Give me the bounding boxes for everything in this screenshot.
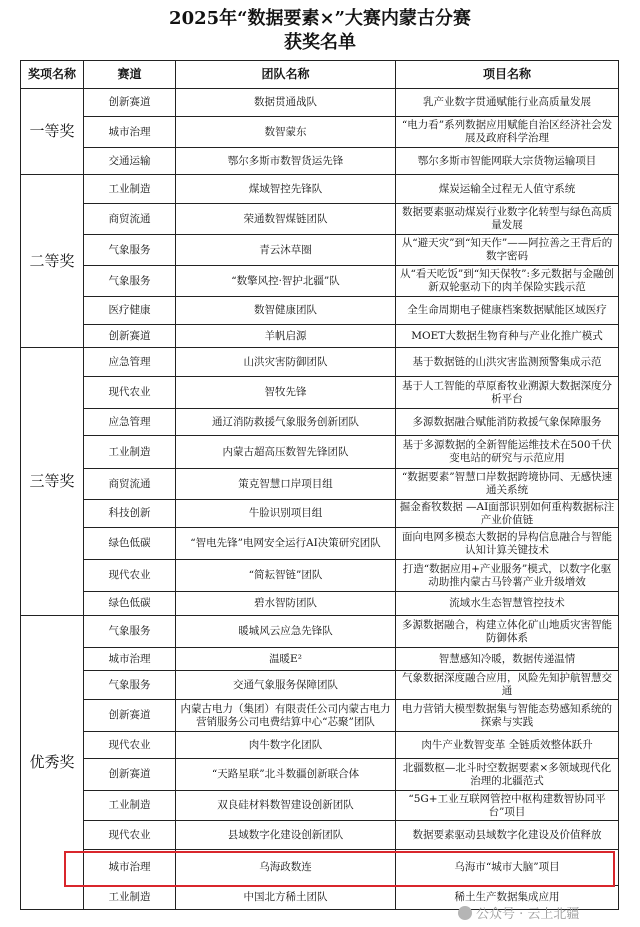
track-cell: 创新赛道 <box>84 325 176 348</box>
header-project: 项目名称 <box>396 61 619 89</box>
table-row <box>21 117 619 148</box>
table-row <box>21 648 619 671</box>
table-row <box>21 235 619 266</box>
table-row <box>21 560 619 592</box>
project-cell: 多源数据融合赋能消防救援气象保障服务 <box>396 409 619 436</box>
team-cell: 温暖E² <box>176 648 396 671</box>
track-cell: 工业制造 <box>84 791 176 821</box>
track-cell: 应急管理 <box>84 409 176 436</box>
team-cell: 牛脸识别项目组 <box>176 500 396 528</box>
team-cell: 羊帆启源 <box>176 325 396 348</box>
track-cell: 绿色低碳 <box>84 528 176 560</box>
header-track: 赛道 <box>84 61 176 89</box>
document-title: 2025年“数据要素×”大赛内蒙古分赛 <box>169 8 471 29</box>
team-cell: “简耘智链”团队 <box>176 560 396 592</box>
watermark-text: 公众号 · 云上北疆 <box>476 907 580 922</box>
track-cell: 科技创新 <box>84 500 176 528</box>
table-row <box>21 469 619 500</box>
team-cell: 山洪灾害防御团队 <box>176 348 396 377</box>
table-row <box>21 175 619 204</box>
track-cell: 城市治理 <box>84 850 176 886</box>
project-cell: 基于多源数据的全新智能运维技术在500千伏变电站的研究与示范应用 <box>396 436 619 469</box>
project-cell: 稀土生产数据集成应用 <box>396 886 619 910</box>
project-cell: 数据要素驱动煤炭行业数字化转型与绿色高质量发展 <box>396 204 619 235</box>
team-cell: 肉牛数字化团队 <box>176 732 396 759</box>
project-cell: 乳产业数字贯通赋能行业高质量发展 <box>396 89 619 117</box>
project-cell: “数据要素”智慧口岸数据跨境协同、无感快速通关系统 <box>396 469 619 500</box>
team-cell: “数擎风控·智护北疆”队 <box>176 266 396 297</box>
track-cell: 现代农业 <box>84 732 176 759</box>
track-cell: 商贸流通 <box>84 204 176 235</box>
award-table <box>20 60 619 910</box>
table-row <box>21 148 619 175</box>
project-cell: “电力看”系列数据应用赋能自治区经济社会发展及政府科学治理 <box>396 117 619 148</box>
team-cell: 数智蒙东 <box>176 117 396 148</box>
project-cell: 基于数据链的山洪灾害监测预警集成示范 <box>396 348 619 377</box>
team-cell: 策克智慧口岸项目组 <box>176 469 396 500</box>
track-cell: 工业制造 <box>84 175 176 204</box>
award-cell: 优秀奖 <box>21 616 84 910</box>
table-row <box>21 377 619 409</box>
track-cell: 工业制造 <box>84 886 176 910</box>
track-cell: 气象服务 <box>84 235 176 266</box>
team-cell: 数据贯通战队 <box>176 89 396 117</box>
project-cell: 掘金畜牧数据 —AI面部识别如何重构数据标注产业价值链 <box>396 500 619 528</box>
table-row <box>21 409 619 436</box>
track-cell: 创新赛道 <box>84 759 176 791</box>
watermark <box>458 903 579 922</box>
project-cell: 电力营销大模型数据集与智能态势感知系统的探索与实践 <box>396 700 619 732</box>
table-row <box>21 266 619 297</box>
project-cell: 北疆数枢—北斗时空数据要素×多领域现代化治理的北疆范式 <box>396 759 619 791</box>
header-award: 奖项名称 <box>21 61 84 89</box>
track-cell: 应急管理 <box>84 348 176 377</box>
table-row <box>21 700 619 732</box>
track-cell: 城市治理 <box>84 117 176 148</box>
project-cell: 肉牛产业数智变革 全链质效整体跃升 <box>396 732 619 759</box>
table-row <box>21 759 619 791</box>
team-cell: 县域数字化建设创新团队 <box>176 821 396 850</box>
team-cell: 数智健康团队 <box>176 297 396 325</box>
table-row <box>21 528 619 560</box>
team-cell: 内蒙古电力（集团）有限责任公司内蒙古电力营销服务公司电费结算中心“芯聚”团队 <box>176 700 396 732</box>
header-team: 团队名称 <box>176 61 396 89</box>
team-cell: 中国北方稀土团队 <box>176 886 396 910</box>
team-cell: “天路星联”北斗数疆创新联合体 <box>176 759 396 791</box>
table-row <box>21 821 619 850</box>
team-cell: 青云沐草圈 <box>176 235 396 266</box>
project-cell: 煤炭运输全过程无人值守系统 <box>396 175 619 204</box>
team-cell: 智牧先锋 <box>176 377 396 409</box>
team-cell: 碧水智防团队 <box>176 592 396 616</box>
track-cell: 气象服务 <box>84 616 176 648</box>
track-cell: 现代农业 <box>84 821 176 850</box>
table-row <box>21 500 619 528</box>
track-cell: 工业制造 <box>84 436 176 469</box>
table-row <box>21 732 619 759</box>
table-body <box>21 89 619 910</box>
table-row <box>21 671 619 700</box>
track-cell: 商贸流通 <box>84 469 176 500</box>
team-cell: 煤域智控先锋队 <box>176 175 396 204</box>
table-row <box>21 436 619 469</box>
track-cell: 城市治理 <box>84 648 176 671</box>
team-cell: 乌海政数连 <box>176 850 396 886</box>
team-cell: 暖城风云应急先锋队 <box>176 616 396 648</box>
document-subtitle: 获奖名单 <box>284 32 356 53</box>
project-cell: 乌海市“城市大脑”项目 <box>396 850 619 886</box>
team-cell: 双良硅材料数智建设创新团队 <box>176 791 396 821</box>
award-cell: 二等奖 <box>21 175 84 348</box>
project-cell: 全生命周期电子健康档案数据赋能区域医疗 <box>396 297 619 325</box>
track-cell: 气象服务 <box>84 266 176 297</box>
track-cell: 创新赛道 <box>84 89 176 117</box>
project-cell: 气象数据深度融合应用，风险先知护航智慧交通 <box>396 671 619 700</box>
award-cell: 三等奖 <box>21 348 84 616</box>
track-cell: 交通运输 <box>84 148 176 175</box>
track-cell: 绿色低碳 <box>84 592 176 616</box>
table-row <box>21 297 619 325</box>
table-row <box>21 791 619 821</box>
project-cell: 多源数据融合，构建立体化矿山地质灾害智能防御体系 <box>396 616 619 648</box>
team-cell: 通辽消防救援气象服务创新团队 <box>176 409 396 436</box>
table-row <box>21 616 619 648</box>
track-cell: 现代农业 <box>84 377 176 409</box>
project-cell: 打造“数据应用+产业服务”模式，以数字化驱动助推内蒙古马铃薯产业升级增效 <box>396 560 619 592</box>
team-cell: 交通气象服务保障团队 <box>176 671 396 700</box>
team-cell: 内蒙古超高压数智先锋团队 <box>176 436 396 469</box>
table-row <box>21 204 619 235</box>
project-cell: 鄂尔多斯市智能网联大宗货物运输项目 <box>396 148 619 175</box>
track-cell: 医疗健康 <box>84 297 176 325</box>
project-cell: 流域水生态智慧管控技术 <box>396 592 619 616</box>
project-cell: 智慧感知冷暖，数据传递温情 <box>396 648 619 671</box>
wechat-icon <box>458 906 472 920</box>
award-cell: 一等奖 <box>21 89 84 175</box>
project-cell: “5G+工业互联网管控中枢构建数智协同平台”项目 <box>396 791 619 821</box>
project-cell: 基于人工智能的草原畜牧业溯源大数据深度分析平台 <box>396 377 619 409</box>
project-cell: 面向电网多模态大数据的异构信息融合与智能认知计算关键技术 <box>396 528 619 560</box>
project-cell: 从“避天灾”到“知天作”——阿拉善之王背后的数字密码 <box>396 235 619 266</box>
table-row <box>21 592 619 616</box>
table-row <box>21 89 619 117</box>
team-cell: 荣通数智煤链团队 <box>176 204 396 235</box>
table-row <box>21 325 619 348</box>
project-cell: 数据要素驱动县域数字化建设及价值释放 <box>396 821 619 850</box>
track-cell: 创新赛道 <box>84 700 176 732</box>
track-cell: 现代农业 <box>84 560 176 592</box>
team-cell: “智电先锋”电网安全运行AI决策研究团队 <box>176 528 396 560</box>
project-cell: MOET大数据生物育种与产业化推广模式 <box>396 325 619 348</box>
table-header-row <box>21 61 619 89</box>
table-row <box>21 850 619 886</box>
track-cell: 气象服务 <box>84 671 176 700</box>
project-cell: 从“看天吃饭”到“知天保牧”:多元数据与金融创新双轮驱动下的肉羊保险实践示范 <box>396 266 619 297</box>
team-cell: 鄂尔多斯市数智货运先锋 <box>176 148 396 175</box>
table-row <box>21 348 619 377</box>
